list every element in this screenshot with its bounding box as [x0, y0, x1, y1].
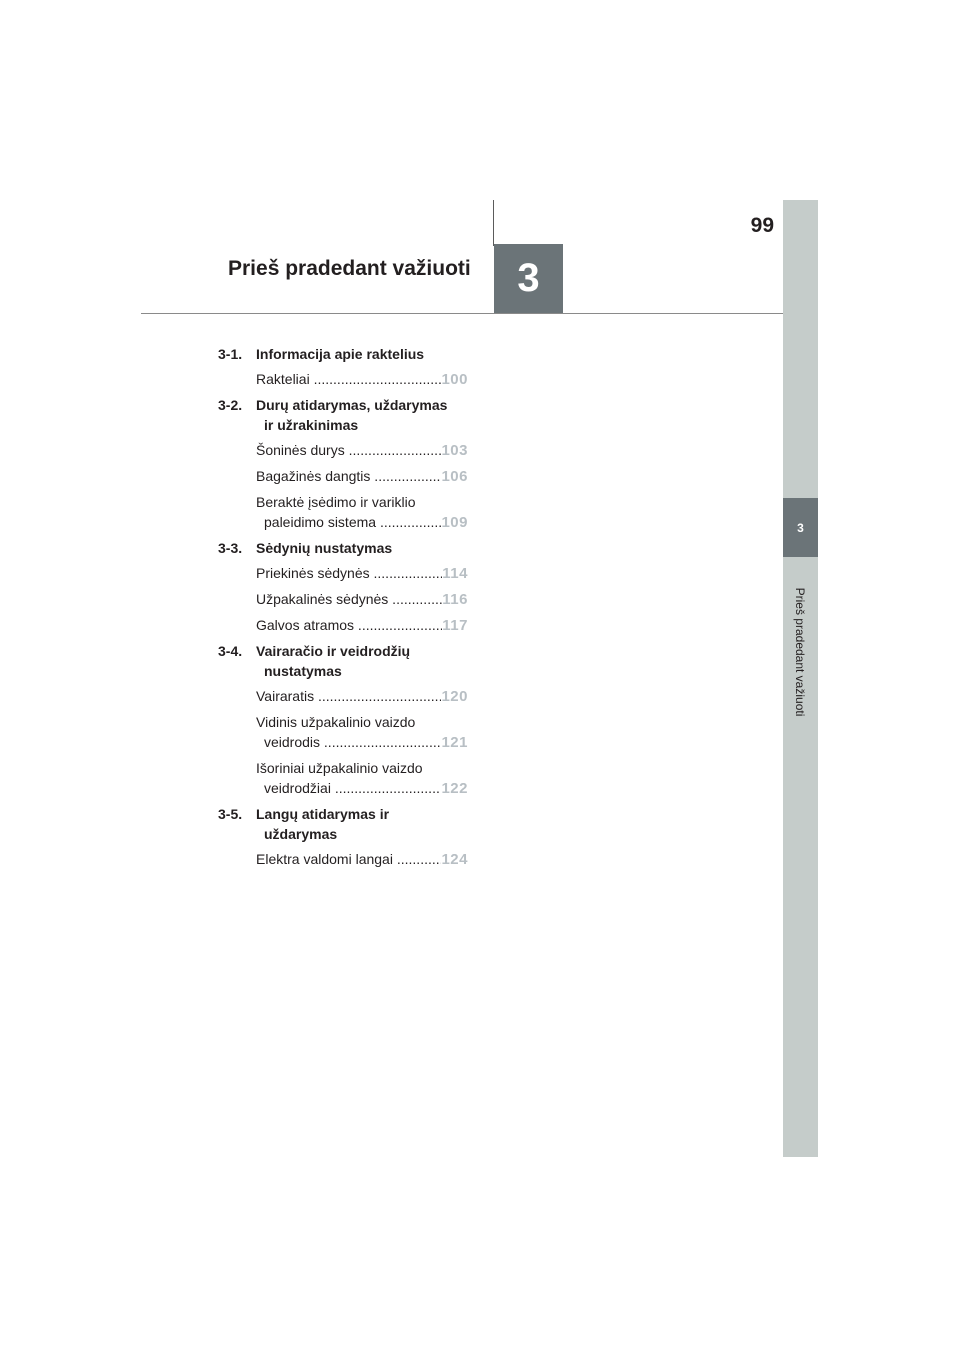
entry-page-link[interactable]: 120 [441, 688, 468, 705]
entry-page-link[interactable]: 114 [442, 565, 468, 582]
toc-entry[interactable] [256, 563, 468, 584]
section-title-line: Langų atidarymas ir [256, 806, 390, 822]
entry-page-link[interactable]: 106 [441, 468, 468, 485]
entry-page-link[interactable]: 109 [441, 514, 468, 531]
entry-title-line: paleidimo sistema ..... [264, 512, 441, 532]
entry-title: Elektra valdomi langai ..... [256, 849, 441, 869]
side-tab-chapter-number[interactable]: 3 [783, 498, 818, 557]
toc-entry[interactable] [256, 369, 468, 390]
section-title [256, 395, 447, 435]
section-title-line: Vairaračio ir veidrodžių [256, 643, 411, 659]
entry-title-line: veidrodis ..... [264, 732, 441, 752]
toc-entry[interactable] [256, 758, 468, 799]
section-number: 3-3. [218, 540, 243, 556]
toc-entry[interactable] [256, 589, 468, 610]
section-title-line: Durų atidarymas, uždarymas [256, 397, 448, 413]
toc-section-3-5[interactable] [218, 804, 468, 844]
entry-page-link[interactable]: 100 [441, 371, 468, 388]
toc-section-3-4[interactable] [218, 641, 468, 681]
toc-entry[interactable] [256, 615, 468, 636]
table-of-contents [218, 344, 468, 875]
section-number: 3-4. [218, 643, 243, 659]
side-tab-label: Prieš pradedant važiuoti [793, 587, 807, 717]
page-number: 99 [750, 214, 774, 237]
section-number: 3-1. [218, 346, 243, 362]
entry-page-link[interactable]: 122 [441, 780, 468, 797]
section-number: 3-2. [218, 397, 243, 413]
chapter-number-box: 3 [494, 244, 563, 313]
toc-section-3-3[interactable] [218, 538, 468, 558]
entry-page-link[interactable]: 121 [441, 734, 468, 751]
header-rule [141, 313, 783, 314]
entry-title: Priekinės sėdynės ..... [256, 563, 442, 583]
toc-entry[interactable] [256, 492, 468, 533]
section-number: 3-5. [218, 806, 243, 822]
entry-title-line: Beraktė įsėdimo ir variklio [256, 494, 416, 510]
entry-page-link[interactable]: 117 [442, 617, 468, 634]
toc-entry[interactable] [256, 712, 468, 753]
entry-page-link[interactable]: 116 [442, 591, 468, 608]
section-title [256, 641, 410, 681]
entry-title: Galvos atramos ..... [256, 615, 442, 635]
entry-page-link[interactable]: 103 [441, 442, 468, 459]
section-title: Informacija apie raktelius [256, 346, 425, 362]
entry-title-line: veidrodžiai ..... [264, 778, 441, 798]
entry-title: Bagažinės dangtis ..... [256, 466, 441, 486]
entry-title: Šoninės durys ..... [256, 440, 441, 460]
header-divider-vertical [493, 200, 494, 246]
toc-entry[interactable] [256, 440, 468, 461]
entry-title: Vairaratis ..... [256, 686, 441, 706]
toc-entry[interactable] [256, 686, 468, 707]
section-title [256, 804, 389, 844]
entry-title: Rakteliai ..... [256, 369, 441, 389]
chapter-title: Prieš pradedant važiuoti [228, 257, 471, 280]
entry-title-line: Išoriniai užpakalinio vaizdo [256, 760, 423, 776]
toc-section-3-2[interactable] [218, 395, 468, 435]
section-title-line: uždarymas [264, 826, 338, 842]
entry-page-link[interactable]: 124 [441, 851, 468, 868]
section-title: Sėdynių nustatymas [256, 540, 393, 556]
toc-entry[interactable] [256, 466, 468, 487]
toc-section-3-1[interactable] [218, 344, 468, 364]
section-title-line: nustatymas [264, 663, 342, 679]
section-title-line: ir užrakinimas [264, 417, 359, 433]
entry-title: Užpakalinės sėdynės ..... [256, 589, 442, 609]
toc-entry[interactable] [256, 849, 468, 870]
entry-title-line: Vidinis užpakalinio vaizdo [256, 714, 416, 730]
